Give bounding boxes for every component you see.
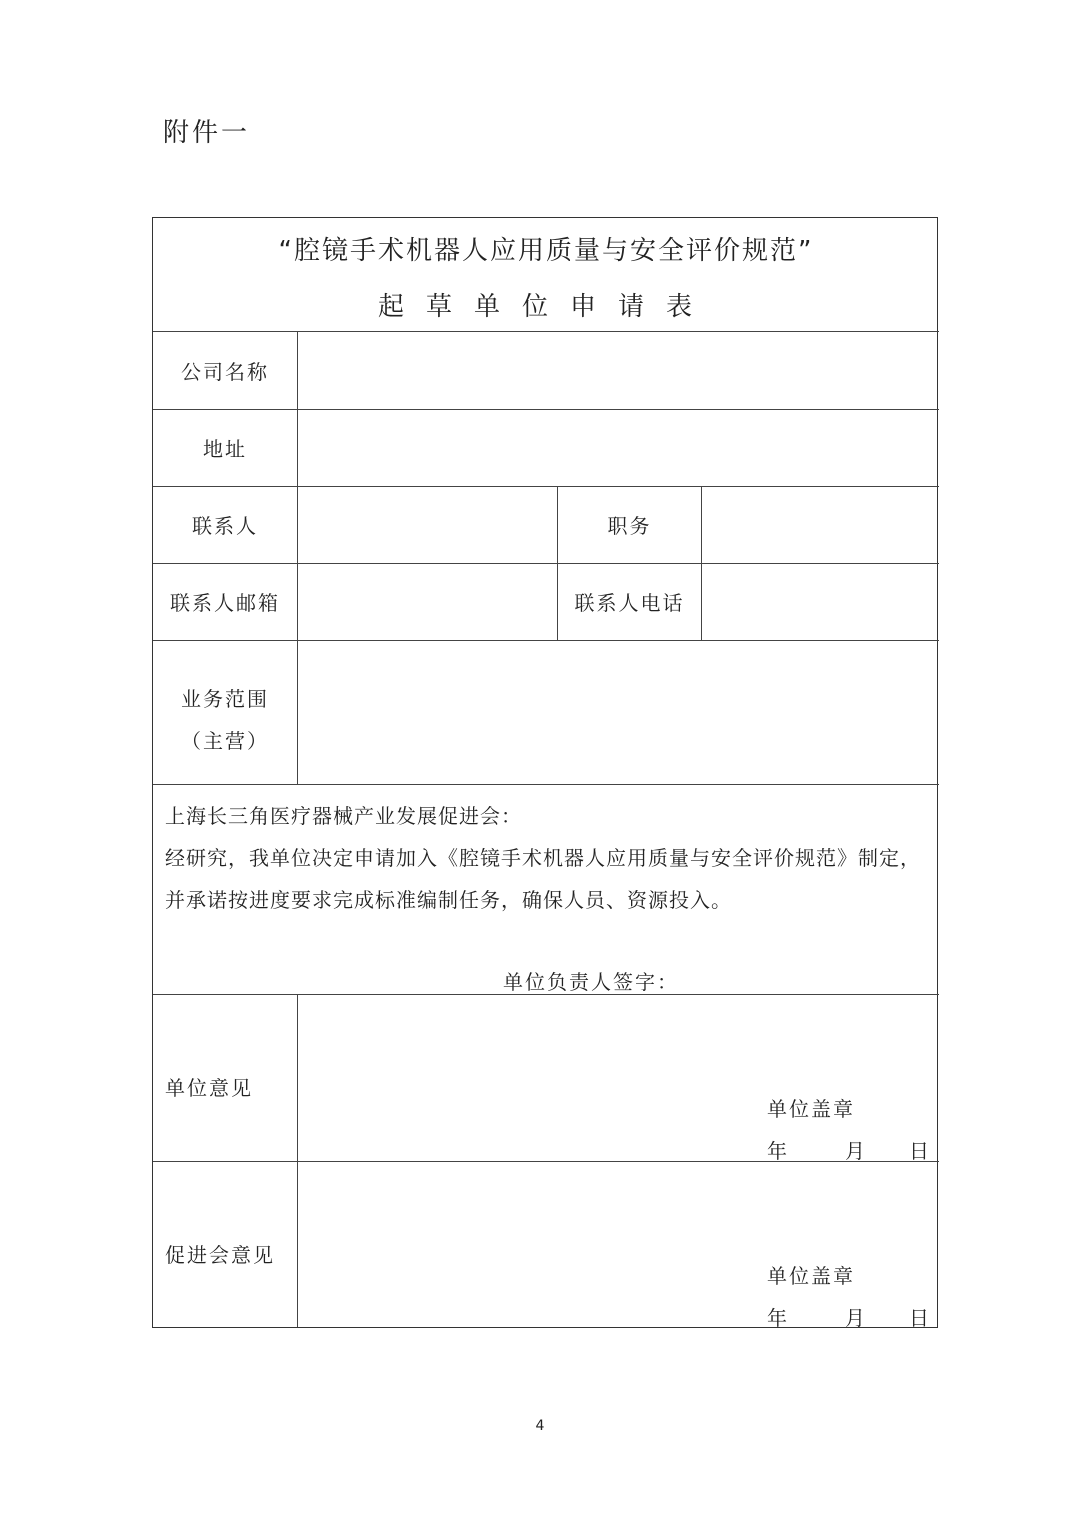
divider [153,784,939,785]
business-scope-field[interactable] [298,640,938,784]
association-stamp-year: 年 [767,1306,789,1330]
position-label: 职务 [607,514,652,538]
application-form [152,217,938,1328]
association-stamp-day: 日 [909,1306,931,1330]
contact-field[interactable] [298,486,557,563]
address-label: 地址 [203,437,247,461]
contact-phone-field[interactable] [702,563,938,640]
signature-label: 单位负责人签字： [503,970,679,994]
association-stamp-month: 月 [845,1306,867,1330]
unit-stamp-day: 日 [909,1139,931,1163]
contact-label: 联系人 [192,514,258,538]
company-name-field[interactable] [298,331,938,409]
contact-phone-label: 联系人电话 [574,591,685,615]
association-opinion-label: 促进会意见 [165,1243,275,1267]
address-field[interactable] [298,409,938,486]
position-field[interactable] [702,486,938,563]
association-stamp-label: 单位盖章 [767,1264,855,1288]
attachment-label: 附件一 [163,118,251,148]
divider [297,994,298,1327]
unit-stamp-label: 单位盖章 [767,1097,855,1121]
application-body-line1: 经研究，我单位决定申请加入《腔镜手术机器人应用质量与安全评价规范》制定， [165,846,921,870]
business-scope-label [153,678,297,762]
unit-opinion-label: 单位意见 [165,1076,253,1100]
divider [153,1161,939,1162]
unit-stamp-year: 年 [767,1139,789,1163]
contact-email-label: 联系人邮箱 [170,591,280,615]
unit-stamp-month: 月 [845,1139,867,1163]
business-scope-label-line2: （主营） [181,729,269,753]
form-title: “腔镜手术机器人应用质量与安全评价规范” [278,236,814,266]
business-scope-label-line1: 业务范围 [181,687,269,711]
contact-email-field[interactable] [298,563,557,640]
application-salutation: 上海长三角医疗器械产业发展促进会： [165,804,522,828]
company-name-label: 公司名称 [181,359,269,384]
page-number: 4 [535,1418,545,1434]
application-body-line2: 并承诺按进度要求完成标准编制任务，确保人员、资源投入。 [165,888,732,912]
form-subtitle: 起草单位申请表 [377,292,714,322]
